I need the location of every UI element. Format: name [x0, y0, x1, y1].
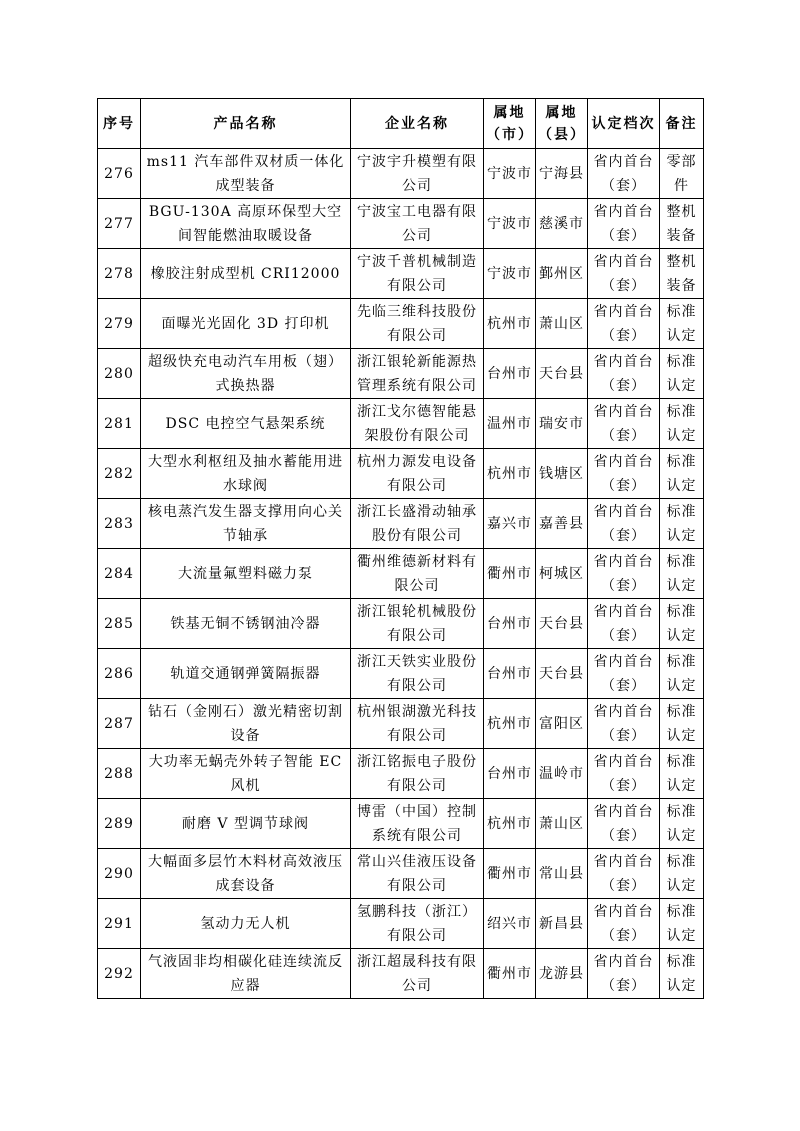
- cell-city: 宁波市: [484, 249, 536, 299]
- cell-product-name: 大型水利枢纽及抽水蓄能用进水球阀: [141, 449, 351, 499]
- cell-remark: 标准认定: [660, 899, 704, 949]
- cell-company-name: 先临三维科技股份有限公司: [351, 299, 484, 349]
- cell-serial: 287: [98, 699, 141, 749]
- cell-serial: 279: [98, 299, 141, 349]
- table-row: [98, 399, 704, 449]
- cell-company-name: 浙江银轮机械股份有限公司: [351, 599, 484, 649]
- table-row: [98, 199, 704, 249]
- cell-serial: 290: [98, 849, 141, 899]
- table-row: [98, 549, 704, 599]
- cell-remark: 标准认定: [660, 549, 704, 599]
- cell-product-name: 气液固非均相碳化硅连续流反应器: [141, 949, 351, 999]
- table-row: [98, 849, 704, 899]
- cell-level: 省内首台（套）: [588, 649, 660, 699]
- cell-remark: 整机装备: [660, 199, 704, 249]
- cell-county: 常山县: [536, 849, 588, 899]
- cell-city: 嘉兴市: [484, 499, 536, 549]
- cell-remark: 整机装备: [660, 249, 704, 299]
- cell-company-name: 常山兴佳液压设备有限公司: [351, 849, 484, 899]
- cell-serial: 277: [98, 199, 141, 249]
- cell-company-name: 杭州力源发电设备有限公司: [351, 449, 484, 499]
- cell-company-name: 衢州维德新材料有限公司: [351, 549, 484, 599]
- cell-county: 宁海县: [536, 149, 588, 199]
- cell-product-name: ms11 汽车部件双材质一体化成型装备: [141, 149, 351, 199]
- cell-product-name: 铁基无铜不锈钢油冷器: [141, 599, 351, 649]
- cell-city: 台州市: [484, 599, 536, 649]
- cell-county: 天台县: [536, 649, 588, 699]
- cell-product-name: 钻石（金刚石）激光精密切割设备: [141, 699, 351, 749]
- cell-level: 省内首台（套）: [588, 399, 660, 449]
- cell-level: 省内首台（套）: [588, 949, 660, 999]
- cell-serial: 284: [98, 549, 141, 599]
- cell-company-name: 浙江铭振电子股份有限公司: [351, 749, 484, 799]
- cell-level: 省内首台（套）: [588, 299, 660, 349]
- cell-level: 省内首台（套）: [588, 899, 660, 949]
- cell-level: 省内首台（套）: [588, 199, 660, 249]
- cell-product-name: 氢动力无人机: [141, 899, 351, 949]
- cell-city: 杭州市: [484, 699, 536, 749]
- cell-city: 杭州市: [484, 299, 536, 349]
- cell-remark: 标准认定: [660, 849, 704, 899]
- cell-product-name: 面曝光光固化 3D 打印机: [141, 299, 351, 349]
- cell-county: 富阳区: [536, 699, 588, 749]
- table-row: [98, 449, 704, 499]
- cell-company-name: 浙江长盛滑动轴承股份有限公司: [351, 499, 484, 549]
- cell-level: 省内首台（套）: [588, 699, 660, 749]
- cell-product-name: 大功率无蜗壳外转子智能 EC 风机: [141, 749, 351, 799]
- cell-city: 宁波市: [484, 199, 536, 249]
- cell-county: 温岭市: [536, 749, 588, 799]
- cell-county: 柯城区: [536, 549, 588, 599]
- cell-county: 新昌县: [536, 899, 588, 949]
- cell-city: 温州市: [484, 399, 536, 449]
- table-body: [98, 149, 704, 999]
- cell-serial: 280: [98, 349, 141, 399]
- cell-remark: 标准认定: [660, 449, 704, 499]
- cell-serial: 278: [98, 249, 141, 299]
- cell-product-name: 大幅面多层竹木料材高效液压成套设备: [141, 849, 351, 899]
- cell-product-name: 核电蒸汽发生器支撑用向心关节轴承: [141, 499, 351, 549]
- cell-city: 台州市: [484, 649, 536, 699]
- cell-serial: 292: [98, 949, 141, 999]
- cell-county: 萧山区: [536, 799, 588, 849]
- header-company-name: 企业名称: [351, 99, 484, 149]
- header-city: 属地 （市）: [484, 99, 536, 149]
- cell-level: 省内首台（套）: [588, 499, 660, 549]
- cell-city: 绍兴市: [484, 899, 536, 949]
- cell-level: 省内首台（套）: [588, 549, 660, 599]
- cell-level: 省内首台（套）: [588, 849, 660, 899]
- cell-city: 宁波市: [484, 149, 536, 199]
- cell-county: 天台县: [536, 349, 588, 399]
- cell-level: 省内首台（套）: [588, 149, 660, 199]
- cell-city: 杭州市: [484, 449, 536, 499]
- header-serial: 序号: [98, 99, 141, 149]
- table-row: [98, 949, 704, 999]
- cell-level: 省内首台（套）: [588, 799, 660, 849]
- cell-company-name: 博雷（中国）控制系统有限公司: [351, 799, 484, 849]
- cell-county: 嘉善县: [536, 499, 588, 549]
- cell-level: 省内首台（套）: [588, 749, 660, 799]
- cell-county: 鄞州区: [536, 249, 588, 299]
- cell-company-name: 浙江银轮新能源热管理系统有限公司: [351, 349, 484, 399]
- cell-company-name: 浙江超晟科技有限公司: [351, 949, 484, 999]
- cell-product-name: 耐磨 V 型调节球阀: [141, 799, 351, 849]
- cell-product-name: 橡胶注射成型机 CRI12000: [141, 249, 351, 299]
- table-row: [98, 149, 704, 199]
- cell-company-name: 宁波宇升模塑有限公司: [351, 149, 484, 199]
- header-remark: 备注: [660, 99, 704, 149]
- cell-company-name: 浙江天铁实业股份有限公司: [351, 649, 484, 699]
- header-county: 属地 （县）: [536, 99, 588, 149]
- cell-county: 萧山区: [536, 299, 588, 349]
- cell-company-name: 氢鹏科技（浙江）有限公司: [351, 899, 484, 949]
- table-row: [98, 799, 704, 849]
- cell-county: 钱塘区: [536, 449, 588, 499]
- product-table: [97, 98, 704, 999]
- cell-level: 省内首台（套）: [588, 599, 660, 649]
- cell-remark: 标准认定: [660, 499, 704, 549]
- cell-remark: 零部件: [660, 149, 704, 199]
- cell-serial: 291: [98, 899, 141, 949]
- cell-product-name: BGU-130A 高原环保型大空间智能燃油取暖设备: [141, 199, 351, 249]
- cell-city: 台州市: [484, 349, 536, 399]
- cell-product-name: 轨道交通钢弹簧隔振器: [141, 649, 351, 699]
- cell-level: 省内首台（套）: [588, 449, 660, 499]
- cell-company-name: 浙江戈尔德智能悬架股份有限公司: [351, 399, 484, 449]
- cell-remark: 标准认定: [660, 749, 704, 799]
- cell-serial: 283: [98, 499, 141, 549]
- cell-county: 慈溪市: [536, 199, 588, 249]
- cell-serial: 282: [98, 449, 141, 499]
- cell-remark: 标准认定: [660, 349, 704, 399]
- cell-serial: 281: [98, 399, 141, 449]
- cell-city: 衢州市: [484, 949, 536, 999]
- cell-company-name: 宁波宝工电器有限公司: [351, 199, 484, 249]
- cell-product-name: 超级快充电动汽车用板（翅）式换热器: [141, 349, 351, 399]
- cell-serial: 276: [98, 149, 141, 199]
- cell-city: 衢州市: [484, 849, 536, 899]
- cell-remark: 标准认定: [660, 649, 704, 699]
- cell-remark: 标准认定: [660, 299, 704, 349]
- cell-city: 衢州市: [484, 549, 536, 599]
- table-row: [98, 649, 704, 699]
- cell-county: 龙游县: [536, 949, 588, 999]
- table-row: [98, 599, 704, 649]
- cell-remark: 标准认定: [660, 599, 704, 649]
- table-header-row: [98, 99, 704, 149]
- header-product-name: 产品名称: [141, 99, 351, 149]
- cell-serial: 286: [98, 649, 141, 699]
- cell-remark: 标准认定: [660, 399, 704, 449]
- cell-county: 瑞安市: [536, 399, 588, 449]
- cell-company-name: 宁波千普机械制造有限公司: [351, 249, 484, 299]
- cell-county: 天台县: [536, 599, 588, 649]
- cell-remark: 标准认定: [660, 799, 704, 849]
- table-row: [98, 899, 704, 949]
- table-row: [98, 249, 704, 299]
- table-row: [98, 299, 704, 349]
- cell-product-name: 大流量氟塑料磁力泵: [141, 549, 351, 599]
- cell-remark: 标准认定: [660, 949, 704, 999]
- header-level: 认定档次: [588, 99, 660, 149]
- cell-serial: 285: [98, 599, 141, 649]
- cell-city: 台州市: [484, 749, 536, 799]
- cell-level: 省内首台（套）: [588, 349, 660, 399]
- table-row: [98, 499, 704, 549]
- cell-product-name: DSC 电控空气悬架系统: [141, 399, 351, 449]
- cell-remark: 标准认定: [660, 699, 704, 749]
- cell-serial: 289: [98, 799, 141, 849]
- cell-city: 杭州市: [484, 799, 536, 849]
- cell-company-name: 杭州银湖激光科技有限公司: [351, 699, 484, 749]
- cell-level: 省内首台（套）: [588, 249, 660, 299]
- cell-serial: 288: [98, 749, 141, 799]
- table-row: [98, 349, 704, 399]
- table-row: [98, 699, 704, 749]
- table-row: [98, 749, 704, 799]
